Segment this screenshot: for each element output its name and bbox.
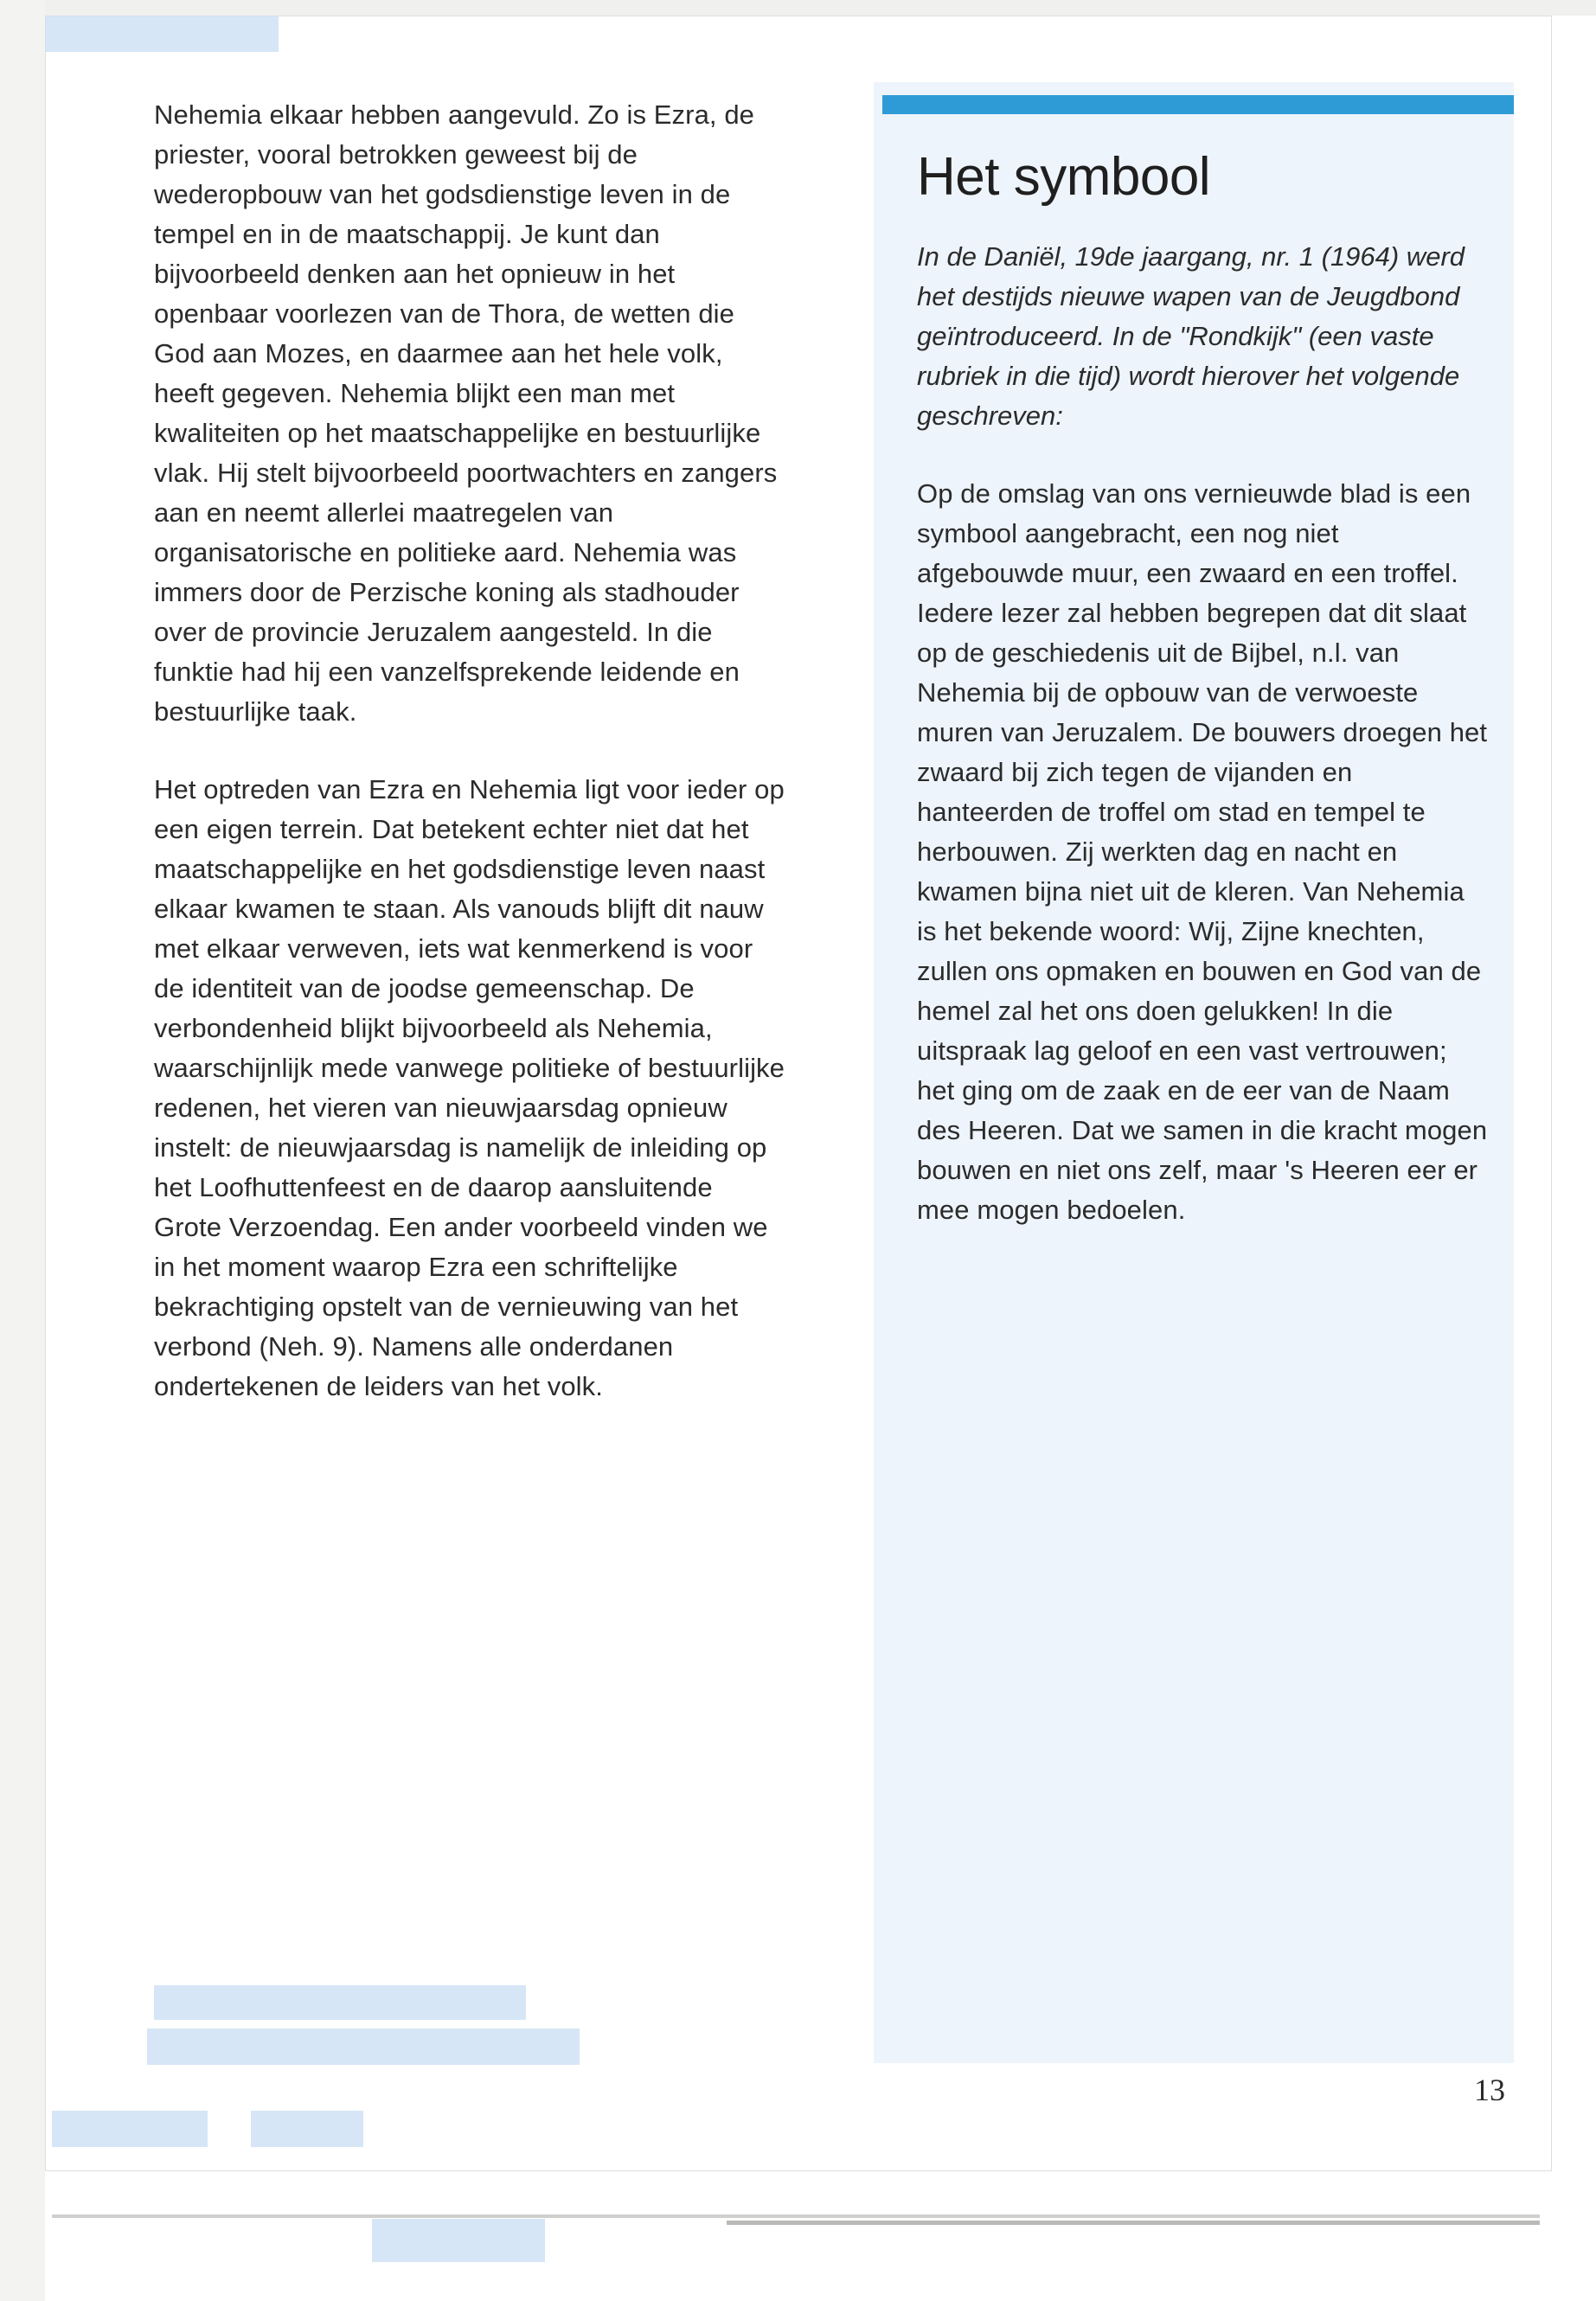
highlight-mark-top <box>45 16 279 52</box>
scan-artifact-line-2 <box>727 2221 1540 2225</box>
article-intro: In de Daniël, 19de jaargang, nr. 1 (1964) werd het destijds nieuwe wapen van de Jeugdbond geïntroduceerd. In de "Rondkijk" (een vaste rubriek in die tijd) wordt hierover het volgende geschreven: <box>917 241 1465 431</box>
right-text-column <box>917 147 1488 1230</box>
highlight-mark-bottom-5 <box>372 2219 545 2262</box>
left-column-body <box>154 95 785 1407</box>
scan-artifact-line <box>52 2214 1540 2218</box>
highlight-mark-bottom-2 <box>154 1985 526 2020</box>
scan-edge-top <box>0 0 1596 16</box>
scan-edge-left <box>0 0 45 2301</box>
paragraph: Het optreden van Ezra en Nehemia ligt voor ieder op een eigen terrein. Dat betekent echter niet dat het maatschappelijke en het godsdienstige leven naast elkaar kwamen te staan. Als vanouds blijft dit nauw met elkaar verweven, iets wat kenmerkend is voor de identiteit van de joodse gemeenschap. De verbondenheid blijkt bijvoorbeeld als Nehemia, waarschijnlijk mede vanwege politieke of bestuurlijke redenen, het vieren van nieuwjaarsdag opnieuw instelt: de nieuwjaarsdag is namelijk de inleiding op het Loofhuttenfeest en de daarop aansluitende Grote Verzoendag. Een ander voorbeeld vinden we in het moment waarop Ezra een schriftelijke bekrachtiging opstelt van de vernieuwing van het verbond (Neh. 9). Namens alle onderdanen ondertekenen de leiders van het volk. <box>154 774 785 1401</box>
highlight-mark-bottom-1 <box>147 2029 580 2065</box>
right-column-body <box>917 474 1488 1230</box>
article-heading: Het symbool <box>917 147 1211 207</box>
highlight-mark-bottom-3 <box>52 2111 208 2147</box>
accent-bar <box>882 95 1514 114</box>
highlight-mark-bottom-4 <box>251 2111 363 2147</box>
paragraph: Nehemia elkaar hebben aangevuld. Zo is Ezra, de priester, vooral betrokken geweest bij de wederopbouw van het godsdienstige leven in de tempel en in de maatschappij. Je kunt dan bijvoorbeeld denken aan het opnieuw in het openbaar voorlezen van de Thora, de wetten die God aan Mozes, en daarmee aan het hele volk, heeft gegeven. Nehemia blijkt een man met kwaliteiten op het maatschappelijke en bestuurlijke vlak. Hij stelt bijvoorbeeld poortwachters en zangers aan en neemt allerlei maatregelen van organisatorische en politieke aard. Nehemia was immers door de Perzische koning als stadhouder over de provincie Jeruzalem aangesteld. In die funktie had hij een vanzelfsprekende leidende en bestuurlijke taak. <box>154 99 778 727</box>
paragraph: Op de omslag van ons vernieuwde blad is een symbool aangebracht, een nog niet afgebouwde muur, een zwaard en een troffel. Iedere lezer zal hebben begrepen dat dit slaat op de geschiedenis uit de Bijbel, n.l. van Nehemia bij de opbouw van de verwoeste muren van Jeruzalem. De bouwers droegen het zwaard bij zich tegen de vijanden en hanteerden de troffel om stad en tempel te herbouwen. Zij werkten dag en nacht en kwamen bijna niet uit de kleren. Van Nehemia is het bekende woord: Wij, Zijne knechten, zullen ons opmaken en bouwen en God van de hemel zal het ons doen gelukken! In die uitspraak lag geloof en een vast vertrouwen; het ging om de zaak en de eer van de Naam des Heeren. Dat we samen in die kracht mogen bouwen en niet ons zelf, maar 's Heeren eer er mee mogen bedoelen. <box>917 478 1488 1225</box>
page-number: 13 <box>1474 2073 1505 2107</box>
left-text-column <box>154 95 785 1407</box>
